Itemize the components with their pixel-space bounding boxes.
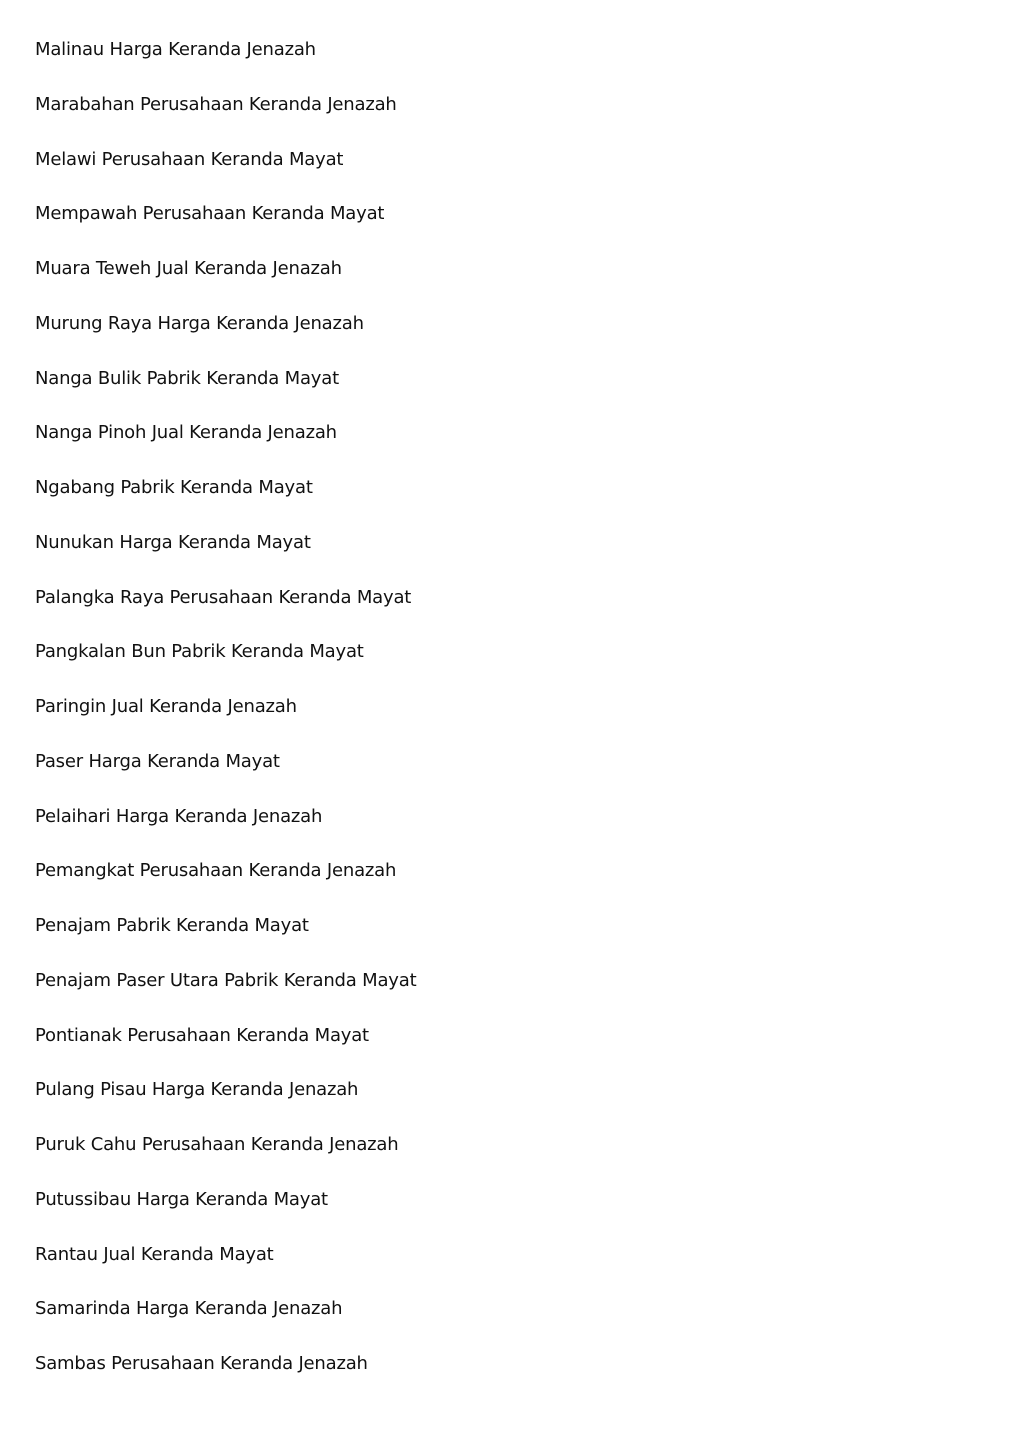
list-item — [35, 1295, 416, 1350]
list-item-link[interactable]: Malinau Harga Keranda Jenazah — [35, 39, 316, 60]
list-item-link[interactable]: Samarinda Harga Keranda Jenazah — [35, 1298, 343, 1320]
list-item-link[interactable]: Sambas Perusahaan Keranda Jenazah — [35, 1353, 368, 1374]
list-item — [35, 36, 416, 91]
list-item-link[interactable]: Pulang Pisau Harga Keranda Jenazah — [35, 1079, 359, 1101]
list-item-link[interactable]: Muara Teweh Jual Keranda Jenazah — [35, 258, 342, 279]
list-item — [35, 255, 416, 310]
list-item — [35, 584, 416, 639]
list-item — [35, 748, 416, 803]
list-item-link[interactable]: Pontianak Perusahaan Keranda Mayat — [35, 1024, 369, 1046]
list-item — [35, 200, 416, 255]
list-item-link[interactable]: Penajam Paser Utara Pabrik Keranda Mayat — [35, 969, 417, 991]
list-item-link[interactable]: Putussibau Harga Keranda Mayat — [35, 1188, 328, 1210]
list-item — [35, 693, 416, 748]
list-item — [35, 1076, 416, 1131]
list-item — [35, 146, 416, 201]
list-item-link[interactable]: Paringin Jual Keranda Jenazah — [35, 696, 297, 717]
list-item-link[interactable]: Pelaihari Harga Keranda Jenazah — [35, 805, 323, 827]
list-item-link[interactable]: Paser Harga Keranda Mayat — [35, 750, 280, 772]
list-item-link[interactable]: Melawi Perusahaan Keranda Mayat — [35, 148, 344, 170]
list-item — [35, 474, 416, 529]
list-item — [35, 1131, 416, 1186]
list-item — [35, 1241, 416, 1296]
list-item — [35, 967, 416, 1022]
link-list — [35, 36, 416, 1405]
list-item-link[interactable]: Penajam Pabrik Keranda Mayat — [35, 915, 309, 936]
list-item-link[interactable]: Mempawah Perusahaan Keranda Mayat — [35, 203, 385, 225]
list-item — [35, 310, 416, 365]
list-item — [35, 365, 416, 420]
list-item-link[interactable]: Murung Raya Harga Keranda Jenazah — [35, 312, 364, 334]
list-item — [35, 529, 416, 584]
list-item-link[interactable]: Marabahan Perusahaan Keranda Jenazah — [35, 93, 397, 115]
list-item — [35, 912, 416, 967]
list-item-link[interactable]: Ngabang Pabrik Keranda Mayat — [35, 477, 313, 498]
list-item-link[interactable]: Nunukan Harga Keranda Mayat — [35, 531, 311, 553]
list-item — [35, 1186, 416, 1241]
list-item-link[interactable]: Pemangkat Perusahaan Keranda Jenazah — [35, 860, 397, 882]
list-item-link[interactable]: Puruk Cahu Perusahaan Keranda Jenazah — [35, 1134, 399, 1155]
list-item-link[interactable]: Rantau Jual Keranda Mayat — [35, 1243, 274, 1265]
list-item — [35, 91, 416, 146]
list-item — [35, 1350, 416, 1405]
list-item — [35, 1022, 416, 1077]
list-item — [35, 419, 416, 474]
list-item-link[interactable]: Pangkalan Bun Pabrik Keranda Mayat — [35, 641, 364, 663]
list-item — [35, 857, 416, 912]
list-item-link[interactable]: Nanga Pinoh Jual Keranda Jenazah — [35, 422, 337, 444]
list-item-link[interactable]: Nanga Bulik Pabrik Keranda Mayat — [35, 367, 339, 389]
list-item-link[interactable]: Palangka Raya Perusahaan Keranda Mayat — [35, 586, 412, 608]
list-item — [35, 803, 416, 858]
list-item — [35, 638, 416, 693]
